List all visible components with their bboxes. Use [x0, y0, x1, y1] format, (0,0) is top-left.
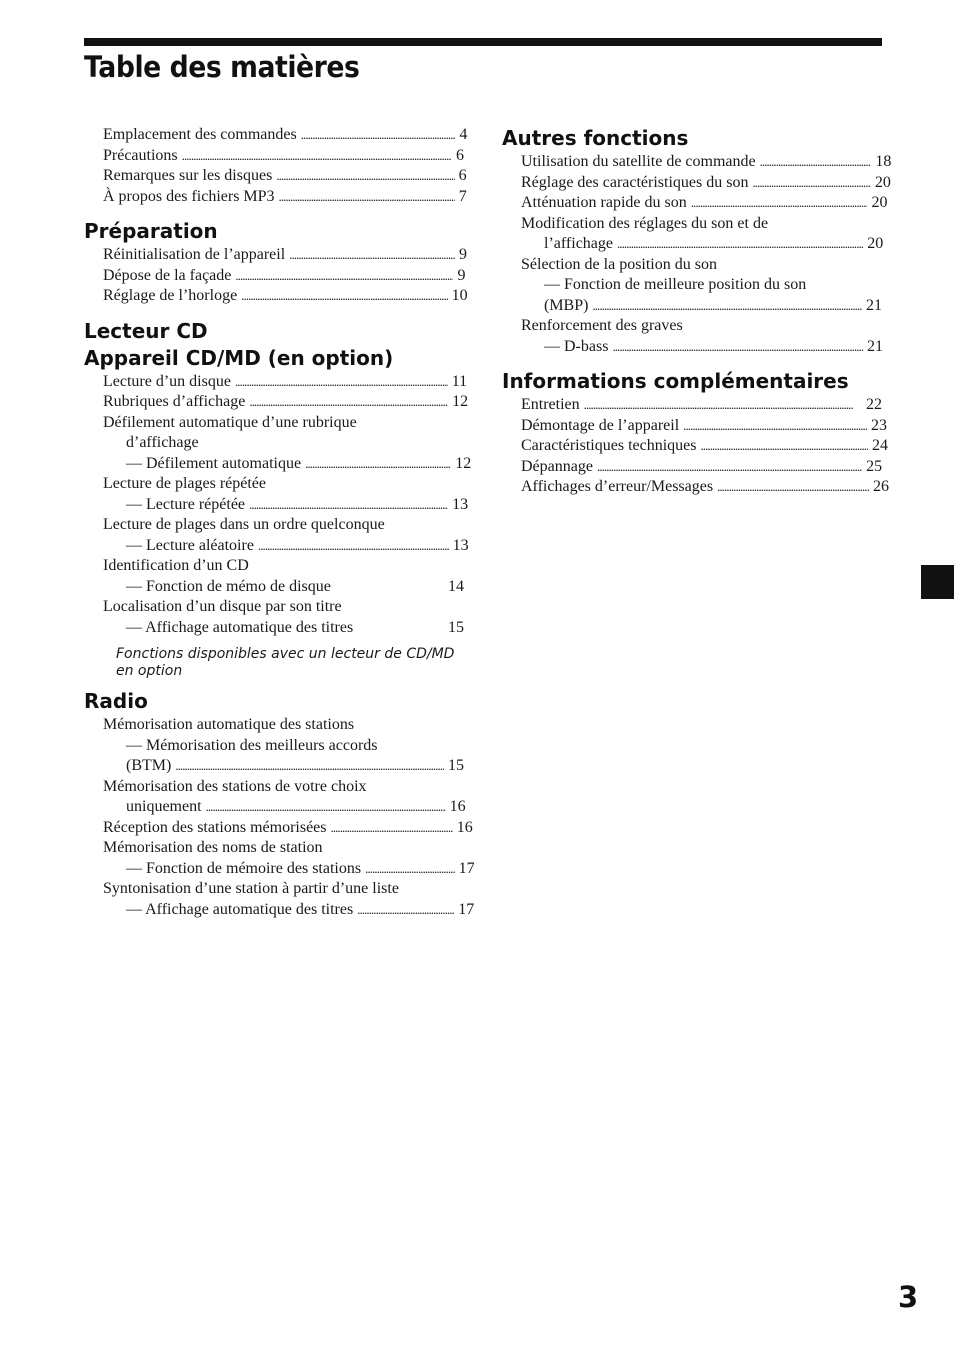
toc-entry[interactable]: Précautions . . . 6: [84, 146, 464, 167]
toc-entry[interactable]: — Mémorisation des meilleurs accords: [126, 736, 378, 754]
section-heading-informations-complementaires: Informations complémentaires: [502, 369, 849, 393]
toc-entry[interactable]: — Affichage automatique des titres 15: [126, 618, 464, 636]
toc-entry[interactable]: Renforcement des graves: [521, 317, 683, 334]
toc-entry[interactable]: Lecture de plages répétée: [103, 475, 267, 492]
toc-entry[interactable]: Remarques sur les disques . . . 6: [84, 166, 464, 187]
toc-entry[interactable]: — Défilement automatique . . . 12: [84, 454, 464, 475]
toc-entry[interactable]: — Affichage automatique des titres . . . 17: [84, 900, 464, 921]
toc-entry[interactable]: Réglage des caractéristiques du son . . . 20: [502, 173, 882, 194]
toc-entry[interactable]: — Fonction de mémo de disque 14: [126, 577, 464, 595]
toc-entry[interactable]: Mémorisation des noms de station: [103, 839, 323, 856]
top-rule: [84, 38, 882, 46]
toc-entry[interactable]: Atténuation rapide du son . . . 20: [502, 193, 882, 214]
section-heading-lecteur-cd: Lecteur CD: [84, 318, 208, 343]
toc-entry[interactable]: Affichages d’erreur/Messages . . . 26: [502, 477, 882, 498]
toc-entry[interactable]: (MBP) . . . 21: [502, 296, 882, 317]
page-title: Table des matières: [84, 50, 360, 84]
section-heading-preparation: Préparation: [84, 219, 218, 243]
toc-entry[interactable]: — Lecture répétée . . . 13: [84, 495, 464, 516]
toc-entry[interactable]: — Fonction de meilleure position du son: [544, 276, 807, 293]
toc-entry[interactable]: Lecture d’un disque . . . 11: [84, 372, 464, 393]
toc-entry[interactable]: — D-bass . . . 21: [502, 337, 882, 358]
optional-features-note: Fonctions disponibles avec un lecteur de CD/MD en option: [116, 646, 455, 679]
toc-entry[interactable]: Démontage de l’appareil . . . 23: [502, 416, 882, 437]
section-heading-radio: Radio: [84, 689, 148, 713]
toc-entry[interactable]: uniquement . . . 16: [84, 797, 464, 818]
toc-entry[interactable]: d’affichage: [126, 434, 199, 451]
toc-entry[interactable]: Identification d’un CD: [103, 557, 249, 574]
toc-entry[interactable]: Lecture de plages dans un ordre quelconque: [103, 516, 385, 533]
toc-entry[interactable]: Utilisation du satellite de commande . . . 18: [502, 152, 882, 173]
toc-entry[interactable]: Mémorisation des stations de votre choix: [103, 777, 367, 795]
section-heading-autres-fonctions: Autres fonctions: [502, 126, 689, 150]
toc-entry[interactable]: Dépose de la façade . . . 9: [84, 266, 464, 287]
toc-entry[interactable]: À propos des fichiers MP3 . . . 7: [84, 187, 464, 208]
toc-entry[interactable]: Réglage de l’horloge . . . 10: [84, 286, 464, 307]
toc-entry[interactable]: Caractéristiques techniques . . . 24: [502, 436, 882, 457]
toc-entry[interactable]: Syntonisation d’une station à partir d’une liste: [103, 880, 399, 897]
toc-entry[interactable]: l’affichage . . . 20: [502, 234, 882, 255]
toc-entry[interactable]: Réinitialisation de l’appareil . . . 9: [84, 245, 464, 266]
toc-entry[interactable]: — Lecture aléatoire . . . 13: [84, 536, 464, 557]
toc-entry[interactable]: Entretien . . . 22: [502, 395, 882, 416]
toc-entry[interactable]: (BTM) . . . 15: [84, 756, 464, 777]
toc-entry[interactable]: Dépannage . . . 25: [502, 457, 882, 478]
section-heading-appareil-cd-md: Appareil CD/MD (en option): [84, 345, 394, 370]
toc-entry[interactable]: Défilement automatique d’une rubrique: [103, 413, 357, 431]
toc-entry[interactable]: Réception des stations mémorisées . . . 16: [84, 818, 464, 839]
toc-entry[interactable]: Sélection de la position du son: [521, 255, 717, 273]
toc-entry[interactable]: — Fonction de mémoire des stations . . . 17: [84, 859, 464, 880]
toc-entry[interactable]: Mémorisation automatique des stations: [103, 716, 355, 733]
toc-entry[interactable]: Rubriques d’affichage . . . 12: [84, 392, 464, 413]
toc-entry[interactable]: Modification des réglages du son et de: [521, 214, 769, 232]
section-tab-marker: [921, 565, 954, 599]
toc-left-column: [84, 125, 475, 920]
toc-right-column: [502, 125, 892, 498]
toc-entry[interactable]: Localisation d’un disque par son titre: [103, 598, 342, 615]
page-number: 3: [898, 1280, 919, 1314]
toc-entry[interactable]: Emplacement des commandes . . . 4: [84, 125, 464, 146]
